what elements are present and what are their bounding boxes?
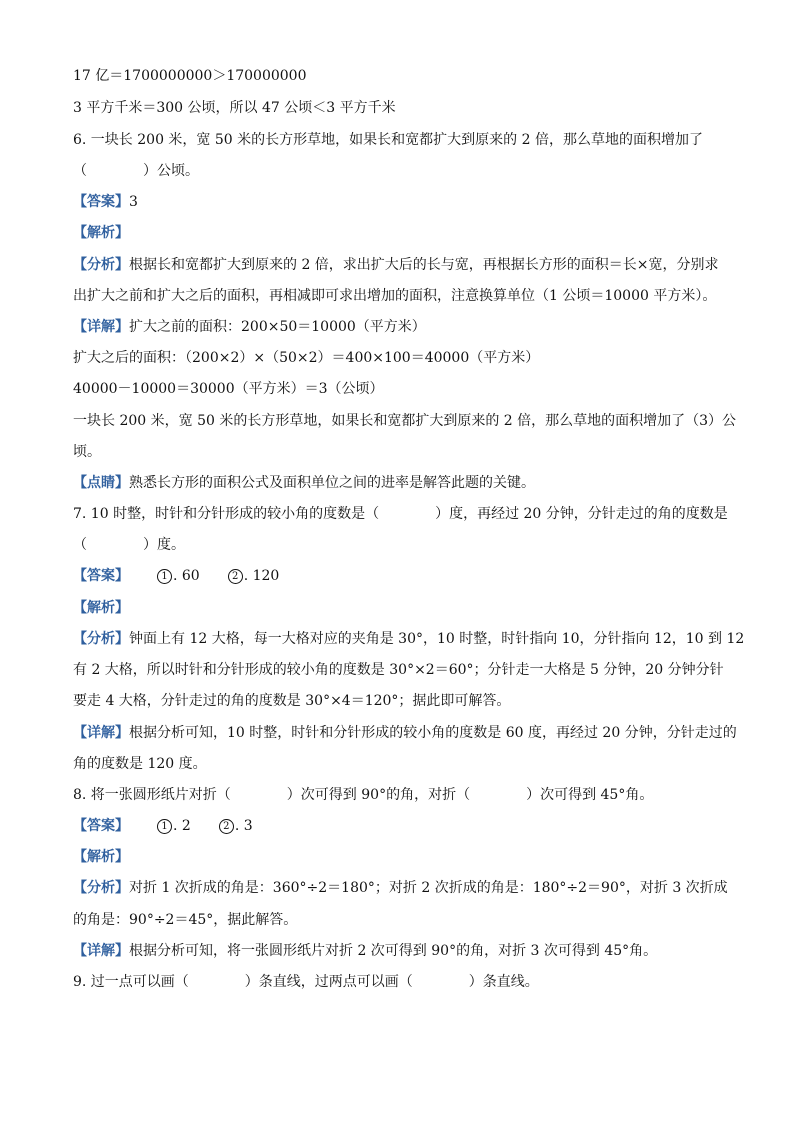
text-line: 17 亿＝1700000000＞170000000 [73, 68, 307, 84]
analysis-tag: 【解析】 [73, 600, 129, 616]
question-7: 7. 10 时整，时针和分针形成的较小角的度数是（ ）度，再经过 20 分钟，分针走过的角的度数是 [73, 506, 728, 522]
analysis-row [73, 599, 726, 617]
xiangjie-tag: 【详解】 [73, 943, 129, 959]
fenxi-tag: 【分析】 [73, 631, 129, 647]
answer-value: . 120 [243, 568, 280, 584]
text-line: 出扩大之前和扩大之后的面积，再相减即可求出增加的面积，注意换算单位（1 公顷＝10000 平方米）。 [73, 288, 717, 304]
fenxi-tag: 【分析】 [73, 880, 129, 896]
circled-number: 1 [157, 819, 172, 834]
answer-value: . 3 [234, 818, 253, 834]
circled-number: 2 [228, 569, 243, 584]
text-line: 的角是：90°÷2＝45°，据此解答。 [73, 912, 298, 928]
analysis-tag: 【解析】 [73, 225, 129, 241]
fenxi-row: 【分析】根据长和宽都扩大到原来的 2 倍，求出扩大后的长与宽，再根据长方形的面积＝长×宽，分别求 [73, 257, 719, 273]
answer-row [73, 567, 726, 585]
circled-number: 2 [219, 819, 234, 834]
fenxi-row: 【分析】钟面上有 12 大格，每一大格对应的夹角是 30°，10 时整，时针指向 10，分针指向 12，10 到 12 [73, 631, 745, 647]
answer-value: . 60 [173, 568, 200, 584]
text-line: 要走 4 大格，分针走过的角的度数是 30°×4＝120°；据此即可解答。 [73, 693, 511, 709]
text-line: 角的度数是 120 度。 [73, 756, 207, 772]
text-line: 3 平方千米＝300 公顷，所以 47 公顷＜3 平方千米 [73, 100, 396, 116]
fenxi-row: 【分析】对折 1 次折成的角是：360°÷2＝180°；对折 2 次折成的角是：180°÷2＝90°，对折 3 次折成 [73, 880, 728, 896]
answer-value: 3 [129, 194, 138, 210]
text-line: （ ）公顷。 [73, 163, 199, 179]
xiangjie-row: 【详解】扩大之前的面积：200×50＝10000（平方米） [73, 319, 426, 335]
question-6: 6. 一块长 200 米，宽 50 米的长方形草地，如果长和宽都扩大到原来的 2 倍，那么草地的面积增加了 [73, 132, 703, 148]
text-line: （ ）度。 [73, 537, 185, 553]
dianjing-row: 【点睛】熟悉长方形的面积公式及面积单位之间的进率是解答此题的关键。 [73, 475, 535, 491]
text-line: 扩大之后的面积：（200×2）×（50×2）＝400×100＝40000（平方米） [73, 350, 540, 366]
answer-value: . 2 [173, 818, 191, 834]
answer-tag: 【答案】 [73, 194, 129, 210]
analysis-row [73, 848, 726, 866]
xiangjie-row: 【详解】根据分析可知，将一张圆形纸片对折 2 次可得到 90°的角，对折 3 次可得到 45°角。 [73, 943, 658, 959]
analysis-row [73, 224, 726, 242]
fenxi-tag: 【分析】 [73, 257, 129, 273]
circled-number: 1 [157, 569, 172, 584]
question-8: 8. 将一张圆形纸片对折（ ）次可得到 90°的角，对折（ ）次可得到 45°角。 [73, 787, 654, 803]
answer-row [73, 193, 726, 211]
text-line: 顷。 [73, 444, 101, 460]
answer-row [73, 817, 726, 835]
text-line: 40000－10000＝30000（平方米）＝3（公顷） [73, 381, 384, 397]
dianjing-tag: 【点睛】 [73, 475, 129, 491]
text-line: 一块长 200 米，宽 50 米的长方形草地，如果长和宽都扩大到原来的 2 倍，那么草地的面积增加了（3）公 [73, 413, 737, 429]
answer-tag: 【答案】 [73, 568, 129, 584]
xiangjie-row: 【详解】根据分析可知，10 时整，时针和分针形成的较小角的度数是 60 度，再经过 20 分钟，分针走过的 [73, 725, 737, 741]
answer-tag: 【答案】 [73, 818, 129, 834]
question-9: 9. 过一点可以画（ ）条直线，过两点可以画（ ）条直线。 [73, 974, 539, 990]
analysis-tag: 【解析】 [73, 849, 129, 865]
xiangjie-tag: 【详解】 [73, 725, 129, 741]
xiangjie-tag: 【详解】 [73, 319, 129, 335]
text-line: 有 2 大格，所以时针和分针形成的较小角的度数是 30°×2＝60°；分针走一大格是 5 分钟，20 分钟分针 [73, 662, 724, 678]
